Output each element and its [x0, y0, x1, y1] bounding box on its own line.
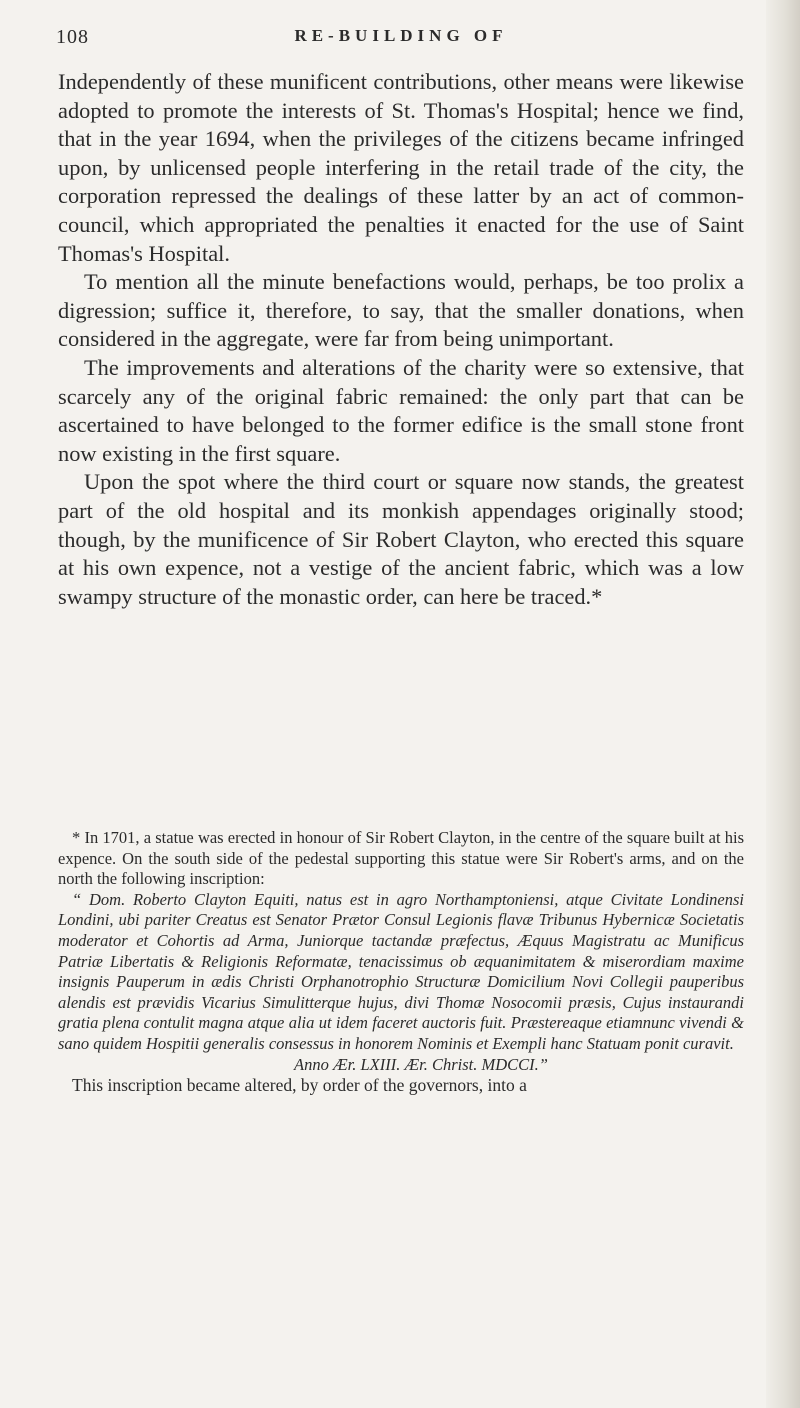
page-edge-shadow — [766, 0, 800, 1408]
paragraph: Upon the spot where the third court or square now stands, the greatest part of the old hospital and its monkish appendages originally stood; though, by the munificence of Sir Robert Clayton, who erected this square at his own expence, not a vestige of the ancient fabric, which was a low swampy structure of the monastic order, can here be traced.* — [58, 469, 744, 609]
page-header — [56, 26, 746, 60]
paragraph: To mention all the minute benefactions would, perhaps, be too prolix a digression; suffice it, therefore, to say, that the smaller donations, when considered in the aggregate, were far from being unimportant. — [58, 269, 744, 352]
main-text — [58, 68, 744, 611]
paragraph: Independently of these munificent contributions, other means were likewise adopted to promote the interests of St. Thomas's Hospital; hence we find, that in the year 1694, when the privileges of the citizens became infringed upon, by unlicensed people interfering in the retail trade of the city, the corporation repressed the dealings of these latter by an act of common-council, which appropriated the penalties it enacted for the use of Saint Thomas's Hospital. — [58, 69, 744, 266]
running-head: RE-BUILDING OF — [294, 26, 508, 45]
footnote — [58, 828, 744, 1096]
latin-inscription: “ Dom. Roberto Clayton Equiti, natus est in agro Northamptoniensi, atque Civitate Londinensi Londini, ubi pariter Creatus est Senator Prætor Consul Legionis flavæ Tribunus Hybernicæ Societatis moderator et Cohortis ad Arma, Juniorque tactandæ præfectus, Æquus Magistratu ac Munificus Patriæ Libertatis & Religionis Reformatæ, tenacissimus ob æquanimitatem & miserordiam maxime insignis Pauperum in ædis Christi Orphanotrophio Structuræ Domicilium Novi Collegii pauperibus alendis est prævidis Vicarius Simulitterque hujus, divi Thomæ Nosocomii præsis, Cujus instaurandi gratia plena contulit magna atque alia ut idem faceret auctoris fuit. Præstereaque etiamnunc vivendi & sano quidem Hospitii generalis consessus in honorem Nominis et Exempli hanc Statuam ponit curavit. — [58, 889, 744, 1053]
inscription-date: Anno Ær. LXIII. Ær. Christ. MDCCI.” — [294, 1054, 548, 1074]
footnote-intro: * In 1701, a statue was erected in honour of Sir Robert Clayton, in the centre of the square built at his expence. On the south side of the pedestal supporting this statue were Sir Robert's arms, and on the north the following inscription: — [58, 828, 744, 889]
paragraph: The improvements and alterations of the charity were so extensive, that scarcely any of the original fabric remained: the only part that can be ascertained to have belonged to the former edifice is the small stone front now existing in the first square. — [58, 354, 744, 466]
footnote-closing-line: This inscription became altered, by order of the governors, into a — [72, 1075, 527, 1096]
page-number: 108 — [56, 26, 89, 48]
